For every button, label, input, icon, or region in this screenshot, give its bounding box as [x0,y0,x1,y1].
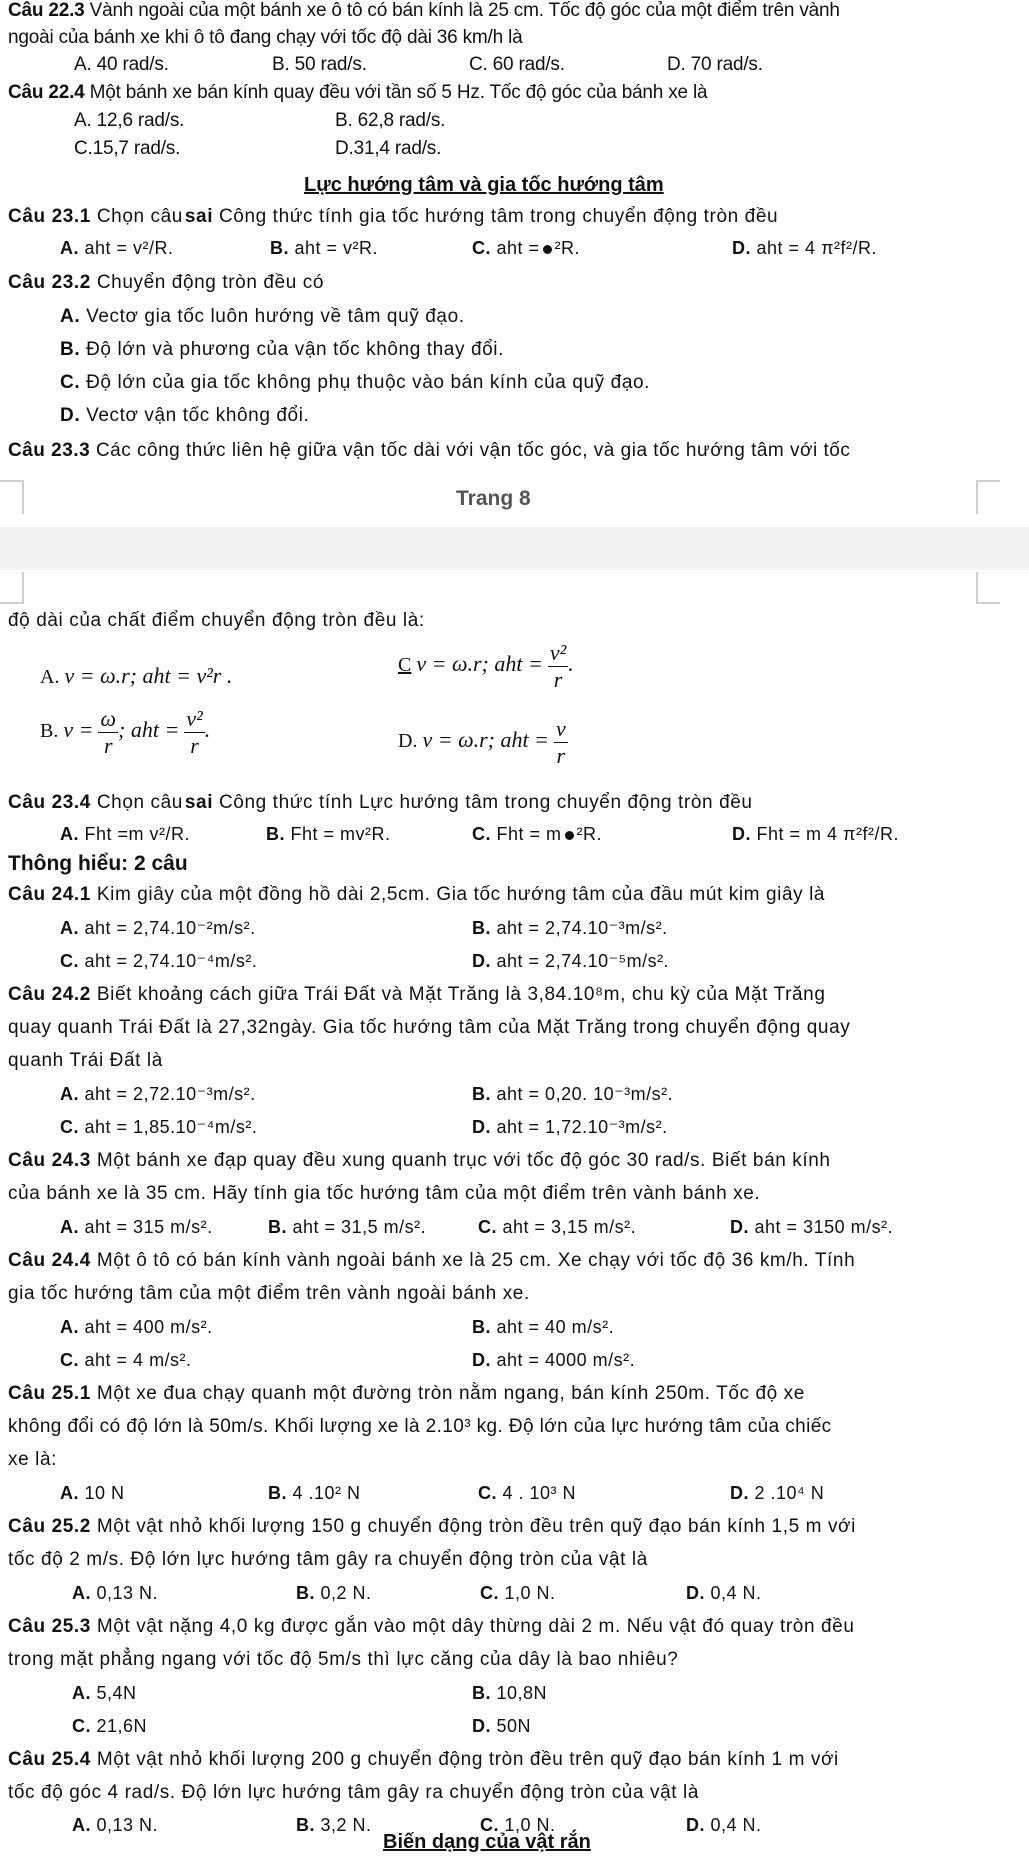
q25-3-c-text: 21,6N [96,1716,148,1736]
q25-1-b-label: B. [268,1483,287,1503]
q25-4-a-label: A. [72,1815,91,1835]
q22-4-line [8,82,707,104]
q24-4-text1: Một ô tô có bán kính vành ngoài bánh xe là 25 cm. Xe chạy với tốc độ 36 km/h. Tính [96,1250,856,1271]
q23-3-c-formula: v = ω.r; aht = [416,651,543,677]
q23-1-d-text: aht = 4 π²f²/R. [756,238,877,258]
q23-2-title: Câu 23.2 [8,272,91,293]
q23-1-pre: Chọn câu [96,206,183,227]
q25-3-a-label: A. [72,1683,91,1703]
q23-4-a-text: Fht =m v²/R. [84,824,191,844]
level-heading: Thông hiểu: 2 câu [8,852,188,875]
q25-4-option-a [72,1815,158,1836]
q25-3-title: Câu 25.3 [8,1616,91,1637]
q23-4-b-label: B. [266,824,285,844]
q25-3-line1 [8,1616,855,1638]
q23-3-b-den2: r [190,733,199,758]
q25-2-option-a [72,1583,158,1604]
q23-3-a-label: A. [40,666,60,688]
q25-2-b-text: 0,2 N. [320,1583,372,1603]
q25-4-c-text: 1,0 N. [504,1815,556,1835]
q23-1-option-c [472,238,580,259]
q25-2-title: Câu 25.2 [8,1516,91,1537]
page-corner-top-left [0,480,24,514]
q24-4-a-text: aht = 400 m/s². [84,1317,213,1337]
q22-3-option-a: A. 40 rad/s. [74,54,169,75]
q24-4-line1 [8,1250,855,1272]
q23-1-a-label: A. [60,238,79,258]
q23-2-line [8,272,324,294]
q24-4-title: Câu 24.4 [8,1250,91,1271]
q23-3-d-formula: v = ω.r; aht = [422,727,549,753]
q24-2-c-text: aht = 1,85.10⁻⁴m/s². [84,1117,258,1137]
q24-1-a-text: aht = 2,74.10⁻²m/s². [84,918,256,938]
q23-1-title: Câu 23.1 [8,206,91,227]
q24-1-option-d [472,951,669,972]
page-footer: Trang 8 [456,487,531,510]
q24-1-line [8,884,825,906]
q24-1-c-label: C. [60,951,79,971]
q23-3-line1 [8,440,850,462]
q24-2-line1 [8,984,826,1006]
q24-4-b-label: B. [472,1317,491,1337]
q23-1-b-text: aht = v²R. [294,238,379,258]
section-heading-deformation: Biến dạng của vật rắn [383,1831,591,1853]
q25-1-d-label: D. [730,1483,749,1503]
q25-1-option-c [478,1483,576,1504]
q24-4-a-label: A. [60,1317,79,1337]
q22-3-option-c: C. 60 rad/s. [469,54,565,75]
q23-4-sai: sai [184,792,214,813]
q25-1-option-a [60,1483,125,1504]
q23-4-d-text: Fht = m 4 π²f²/R. [756,824,899,844]
q24-1-a-label: A. [60,918,79,938]
q23-4-option-c [472,824,602,845]
q23-1-d-label: D. [732,238,751,258]
q23-2-d-text: Vectơ vận tốc không đổi. [86,405,310,426]
q22-4-text: Một bánh xe bán kính quay đều với tần số 5 Hz. Tốc độ góc của bánh xe là [89,82,708,103]
q25-2-d-label: D. [686,1583,705,1603]
q23-3-option-a [40,663,232,689]
q24-1-c-text: aht = 2,74.10⁻⁴m/s². [84,951,258,971]
q24-3-text1: Một bánh xe đạp quay đều xung quanh trục với tốc độ góc 30 rad/s. Biết bán kính [96,1150,831,1171]
q23-4-option-a [60,824,190,845]
q23-3-b-num2: v² [186,706,203,731]
q24-2-b-label: B. [472,1084,491,1104]
q22-4-option-d: D.31,4 rad/s. [335,138,442,159]
q25-2-b-label: B. [296,1583,315,1603]
q22-4-option-b: B. 62,8 rad/s. [335,110,446,131]
q22-3-text1: Vành ngoài của một bánh xe ô tô có bán kính là 25 cm. Tốc độ góc của một điểm trên vành [89,0,840,21]
q23-4-title: Câu 23.4 [8,792,91,813]
q24-4-option-c [60,1350,192,1371]
q24-1-d-text: aht = 2,74.10⁻⁵m/s². [496,951,670,971]
q23-2-c-text: Độ lớn của gia tốc không phụ thuộc vào bán kính của quỹ đạo. [86,372,651,393]
q25-2-option-c [480,1583,556,1604]
q25-1-text3: xe là: [8,1449,58,1470]
q25-2-d-text: 0,4 N. [710,1583,762,1603]
q23-3-title: Câu 23.3 [8,440,91,461]
q23-3-b-text2: ; aht = [118,717,180,743]
q24-4-option-b [472,1317,614,1338]
q23-3-text1: Các công thức liên hệ giữa vận tốc dài với vận tốc góc, và gia tốc hướng tâm với tốc [95,440,851,461]
q24-3-option-c [478,1217,636,1238]
q25-4-d-text: 0,4 N. [710,1815,762,1835]
q25-2-option-b [296,1583,372,1604]
q23-4-line [8,792,753,814]
q22-4-title: Câu 22.4 [8,82,85,103]
q22-3-text2: ngoài của bánh xe khi ô tô đang chạy với tốc độ dài 36 km/h là [8,27,523,48]
q24-2-a-text: aht = 2,72.10⁻³m/s². [84,1084,256,1104]
q23-4-option-b [266,824,391,845]
q24-1-text: Kim giây của một đồng hồ dài 2,5cm. Gia tốc hướng tâm của đầu mút kim giây là [96,884,826,905]
q24-3-d-text: aht = 3150 m/s². [754,1217,894,1237]
q24-4-d-label: D. [472,1350,491,1370]
q25-4-text1: Một vật nhỏ khối lượng 200 g chuyển động tròn đều trên quỹ đạo bán kính 1 m với [96,1749,839,1770]
q24-3-d-label: D. [730,1217,749,1237]
q25-4-text2: tốc độ góc 4 rad/s. Độ lớn lực hướng tâm gây ra chuyển động tròn của vật là [8,1782,700,1803]
page-corner-top-right [976,480,1000,514]
q24-3-a-text: aht = 315 m/s². [84,1217,213,1237]
q23-3-b-fraction2 [184,706,204,759]
q23-3-option-d [398,716,568,769]
q24-3-title: Câu 24.3 [8,1150,91,1171]
q22-3-option-b: B. 50 rad/s. [272,54,367,75]
q23-3-option-b: B. v = $\frac{\omega}{r}$ ; aht = $\frac{\text{v²}}{r}$ . [40,706,211,758]
q23-1-sai: sai [184,206,214,227]
q25-4-option-d [686,1815,762,1836]
q24-2-option-b [472,1084,673,1105]
q24-1-option-b [472,918,668,939]
q25-1-d-text: 2 .10⁴ N [754,1483,825,1503]
q25-2-line1 [8,1516,856,1538]
q25-1-line1 [8,1383,805,1405]
q24-4-option-d [472,1350,635,1371]
q23-1-line [8,206,778,228]
q25-3-option-a [72,1683,137,1704]
q23-4-c-label: C. [472,824,491,844]
q24-4-b-text: aht = 40 m/s². [496,1317,615,1337]
q25-3-text2: trong mặt phẳng ngang với tốc độ 5m/s thì lực căng của dây là bao nhiêu? [8,1649,679,1670]
q23-4-b-text: Fht = mv²R. [290,824,391,844]
q24-3-c-text: aht = 3,15 m/s². [502,1217,637,1237]
q22-3-option-d: D. 70 rad/s. [667,54,763,75]
q23-3-c-fraction [548,640,568,693]
q25-4-a-text: 0,13 N. [96,1815,159,1835]
q23-3-b-den1: r [103,733,113,758]
q23-3-c-den: r [553,667,563,692]
page-break [0,527,1029,570]
q23-4-c-text1: Fht = m [496,824,562,844]
q24-2-d-label: D. [472,1117,491,1137]
q23-2-b-text: Độ lớn và phương của vận tốc không thay đổi. [86,339,504,360]
q24-4-text2: gia tốc hướng tâm của một điểm trên vành ngoài bánh xe. [8,1283,530,1304]
q25-4-option-b [296,1815,372,1836]
q24-3-text2: của bánh xe là 35 cm. Hãy tính gia tốc hướng tâm của một điểm trên vành bánh xe. [8,1183,761,1204]
q25-3-a-text: 5,4N [96,1683,137,1703]
q24-2-a-label: A. [60,1084,79,1104]
q25-2-a-text: 0,13 N. [96,1583,159,1603]
q25-1-text1: Một xe đua chạy quanh một đường tròn nằm ngang, bán kính 250m. Tốc độ xe [96,1383,805,1404]
q24-3-b-label: B. [268,1217,287,1237]
q24-2-text3: quanh Trái Đất là [8,1050,163,1071]
q24-3-option-d [730,1217,893,1238]
q24-2-c-label: C. [60,1117,79,1137]
q25-3-text1: Một vật nặng 4,0 kg được gắn vào một dây thừng dài 2 m. Nếu vật đó quay tròn đều [96,1616,855,1637]
q23-3-d-label: D. [398,730,418,753]
q23-1-c-label: C. [472,238,491,258]
q23-2-option-d [60,405,309,427]
q23-2-d-label: D. [60,405,81,426]
section-heading-centripetal: Lực hướng tâm và gia tốc hướng tâm [304,174,664,196]
q23-4-c-text2: ²R. [576,824,603,844]
q23-2-option-c [60,372,650,394]
q25-3-b-label: B. [472,1683,491,1703]
q25-1-option-d [730,1483,824,1504]
q25-4-line1 [8,1749,839,1771]
q24-2-option-d [472,1117,668,1138]
q25-2-c-text: 1,0 N. [504,1583,556,1603]
q25-3-option-d [472,1716,531,1737]
q25-3-option-b [472,1683,547,1704]
q24-1-option-c [60,951,257,972]
q23-1-c-text2: ²R. [554,238,581,258]
q23-3-b-label: B. [40,720,59,743]
q25-1-c-text: 4 . 10³ N [502,1483,577,1503]
q24-2-text2: quay quanh Trái Đất là 27,32ngày. Gia tốc hướng tâm của Mặt Trăng trong chuyển động quay [8,1017,851,1038]
q24-4-d-text: aht = 4000 m/s². [496,1350,636,1370]
q23-3-b-num1: ω [100,706,117,731]
q23-1-option-d [732,238,877,259]
q22-4-option-c: C.15,7 rad/s. [74,138,181,159]
q23-3-d-den: r [556,743,566,768]
q23-3-a-formula: v = ω.r; aht = v²r . [64,663,233,688]
q23-1-option-b [270,238,378,259]
q24-2-b-text: aht = 0,20. 10⁻³m/s². [496,1084,674,1104]
omega-dot-icon [565,831,574,840]
q25-4-c-label: C. [480,1815,499,1835]
q25-1-text2: không đổi có độ lớn là 50m/s. Khối lượng xe là 2.10³ kg. Độ lớn của lực hướng tâm của chiếc [8,1416,832,1437]
q23-1-b-label: B. [270,238,289,258]
q24-3-a-label: A. [60,1217,79,1237]
q25-2-text2: tốc độ 2 m/s. Độ lớn lực hướng tâm gây ra chuyển động tròn của vật là [8,1549,648,1570]
q25-2-option-d [686,1583,762,1604]
q22-3-title: Câu 22.3 [8,0,85,21]
q23-4-text: Công thức tính Lực hướng tâm trong chuyển động tròn đều [218,792,753,813]
q23-3-c-num: v² [549,640,567,665]
q25-1-b-text: 4 .10² N [292,1483,361,1503]
q24-2-text1: Biết khoảng cách giữa Trái Đất và Mặt Trăng là 3,84.10⁸m, chu kỳ của Mặt Trăng [96,984,826,1005]
q23-2-b-label: B. [60,339,81,360]
q23-2-text: Chuyển động tròn đều có [96,272,325,293]
q24-1-b-label: B. [472,918,491,938]
q22-4-option-a: A. 12,6 rad/s. [74,110,185,131]
omega-dot-icon [543,245,552,254]
q25-4-b-label: B. [296,1815,315,1835]
q23-1-c-text1: aht = [496,238,540,258]
q24-3-c-label: C. [478,1217,497,1237]
q24-4-c-text: aht = 4 m/s². [84,1350,192,1370]
q24-2-d-text: aht = 1,72.10⁻³m/s². [496,1117,668,1137]
q24-2-option-a [60,1084,256,1105]
q23-1-a-text: aht = v²/R. [84,238,174,258]
q23-2-a-label: A. [60,306,81,327]
q22-3-line1 [8,0,840,22]
q23-3-d-num: v [555,716,566,741]
q24-1-title: Câu 24.1 [8,884,91,905]
q23-4-option-d [732,824,899,845]
q24-1-option-a [60,918,256,939]
q25-1-option-b [268,1483,361,1504]
q25-2-a-label: A. [72,1583,91,1603]
q25-3-c-label: C. [72,1716,91,1736]
q23-3-text2: độ dài của chất điểm chuyển động tròn đều là: [8,610,425,631]
q24-1-d-label: D. [472,951,491,971]
q23-1-text: Công thức tính gia tốc hướng tâm trong chuyển động tròn đều [218,206,779,227]
q25-3-option-c [72,1716,147,1737]
page-corner-bottom-right [976,572,1000,604]
q25-1-c-label: C. [478,1483,497,1503]
q23-3-option-c: C v = ω.r; aht = $\frac{\text{v²}}{r}$ . [398,640,574,692]
q23-3-c-label: C [398,654,412,677]
q23-3-b-fraction1 [98,706,118,759]
q24-3-b-text: aht = 31,5 m/s². [292,1217,427,1237]
q25-1-a-label: A. [60,1483,79,1503]
q25-4-b-text: 3,2 N. [320,1815,372,1835]
q25-2-c-label: C. [480,1583,499,1603]
q23-2-c-label: C. [60,372,81,393]
q24-1-b-text: aht = 2,74.10⁻³m/s². [496,918,668,938]
q24-3-line1 [8,1150,831,1172]
q25-4-d-label: D. [686,1815,705,1835]
q24-2-title: Câu 24.2 [8,984,91,1005]
q25-1-title: Câu 25.1 [8,1383,91,1404]
q25-2-text1: Một vật nhỏ khối lượng 150 g chuyển động tròn đều trên quỹ đạo bán kính 1,5 m với [96,1516,856,1537]
q24-2-option-c [60,1117,257,1138]
q23-2-option-a [60,306,465,328]
q24-4-c-label: C. [60,1350,79,1370]
page-corner-bottom-left [0,572,24,604]
q23-3-d-fraction [554,716,568,769]
q25-3-b-text: 10,8N [496,1683,548,1703]
q24-3-option-a [60,1217,213,1238]
q23-3-b-text1: v = [63,717,94,743]
q25-4-title: Câu 25.4 [8,1749,91,1770]
q23-4-pre: Chọn câu [96,792,183,813]
q25-3-d-text: 50N [496,1716,532,1736]
q23-1-option-a [60,238,174,259]
q23-2-option-b [60,339,504,361]
q24-3-option-b [268,1217,426,1238]
q24-4-option-a [60,1317,213,1338]
q23-2-a-text: Vectơ gia tốc luôn hướng về tâm quỹ đạo. [86,306,465,327]
q25-1-a-text: 10 N [84,1483,125,1503]
q23-4-a-label: A. [60,824,79,844]
q23-4-d-label: D. [732,824,751,844]
q25-3-d-label: D. [472,1716,491,1736]
